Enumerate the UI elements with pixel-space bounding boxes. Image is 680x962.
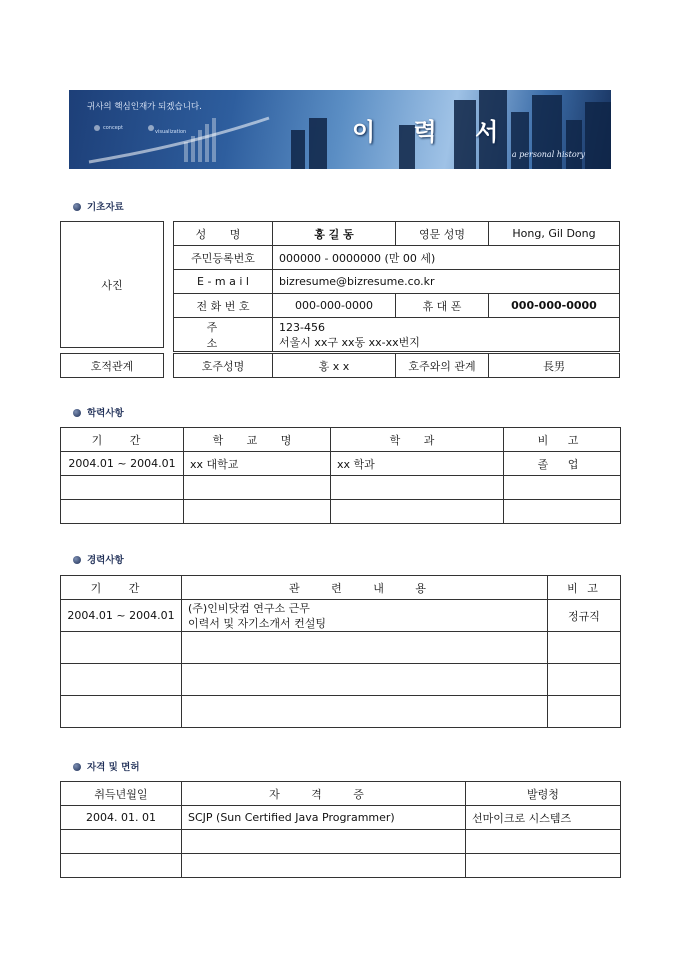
- table-row: [61, 632, 621, 664]
- eng-name-value: Hong, Gil Dong: [489, 222, 620, 246]
- id-value: 000000 - 0000000 (만 00 세): [273, 246, 620, 270]
- license-header-name: 자 격 증: [182, 782, 466, 806]
- table-row: 2004. 01. 01 SCJP (Sun Certified Java Programmer) 선마이크로 시스템즈: [61, 806, 621, 830]
- head-name-label: 호주성명: [174, 354, 273, 378]
- email-label: E - m a i l: [174, 270, 273, 294]
- id-label: 주민등록번호: [174, 246, 273, 270]
- bullet-icon: [73, 763, 81, 771]
- bullet-icon: [73, 409, 81, 417]
- address-value: [273, 318, 620, 352]
- header-banner: [69, 90, 611, 169]
- banner-tagline: 귀사의 핵심인재가 되겠습니다.: [87, 102, 202, 112]
- license-header-date: 취득년월일: [61, 782, 182, 806]
- section-heading-education: 학력사항: [73, 405, 124, 419]
- section-heading-basic: 기초자료: [73, 199, 124, 213]
- career-table: [60, 575, 621, 728]
- table-row: [61, 696, 621, 728]
- banner-label-left: concept: [103, 125, 123, 131]
- license-table: [60, 781, 621, 878]
- address-label: 주 소: [174, 318, 273, 352]
- eng-name-label: 영문 성명: [396, 222, 489, 246]
- address-street: 서울시 xx구 xx동 xx-xx번지: [279, 335, 420, 349]
- table-row: 2004.01 ~ 2004.01 xx 대학교 xx 학과 졸 업: [61, 452, 621, 476]
- table-row: [61, 664, 621, 696]
- family-table: [173, 353, 620, 378]
- photo-box: [60, 221, 164, 348]
- section-heading-career: 경력사항: [73, 552, 124, 566]
- career-content-line: 이력서 및 자기소개서 컨설팅: [188, 616, 327, 630]
- mobile-value: 000-000-0000: [489, 294, 620, 318]
- basic-info-table: [173, 221, 620, 352]
- mobile-label: 휴 대 폰: [396, 294, 489, 318]
- license-header-issuer: 발령청: [466, 782, 621, 806]
- table-row: 2004.01 ~ 2004.01 (주)인비닷컴 연구소 근무 이력서 및 자기소개서 컨설팅 정규직: [61, 600, 621, 632]
- table-row: [61, 500, 621, 524]
- bullet-icon: [73, 556, 81, 564]
- family-label: 호적관계: [60, 353, 164, 378]
- career-header-note: 비 고: [548, 576, 621, 600]
- banner-label-mid: visualization: [155, 129, 187, 135]
- edu-header-period: 기 간: [61, 428, 184, 452]
- banner-subtitle: a personal history: [511, 150, 585, 159]
- edu-header-note: 비 고: [504, 428, 621, 452]
- education-table: [60, 427, 621, 524]
- edu-header-major: 학 과: [331, 428, 504, 452]
- email-value: bizresume@bizresume.co.kr: [273, 270, 620, 294]
- table-row: [61, 854, 621, 878]
- section-heading-license: 자격 및 면허: [73, 759, 140, 773]
- edu-header-school: 학 교 명: [184, 428, 331, 452]
- relation-value: 長男: [489, 354, 620, 378]
- phone-label: 전 화 번 호: [174, 294, 273, 318]
- career-header-content: 관 련 내 용: [182, 576, 548, 600]
- head-name-value: 홍 x x: [273, 354, 396, 378]
- table-row: [61, 476, 621, 500]
- address-zip: 123-456: [279, 320, 325, 334]
- bullet-icon: [73, 203, 81, 211]
- table-row: [61, 830, 621, 854]
- photo-label: 사진: [101, 278, 123, 292]
- page-title: 이 력 서: [352, 117, 514, 146]
- name-label: 성 명: [174, 222, 273, 246]
- career-header-period: 기 간: [61, 576, 182, 600]
- career-content-line: (주)인비닷컴 연구소 근무: [188, 601, 310, 615]
- name-value: 홍 길 동: [273, 222, 396, 246]
- relation-label: 호주와의 관계: [396, 354, 489, 378]
- phone-value: 000-000-0000: [273, 294, 396, 318]
